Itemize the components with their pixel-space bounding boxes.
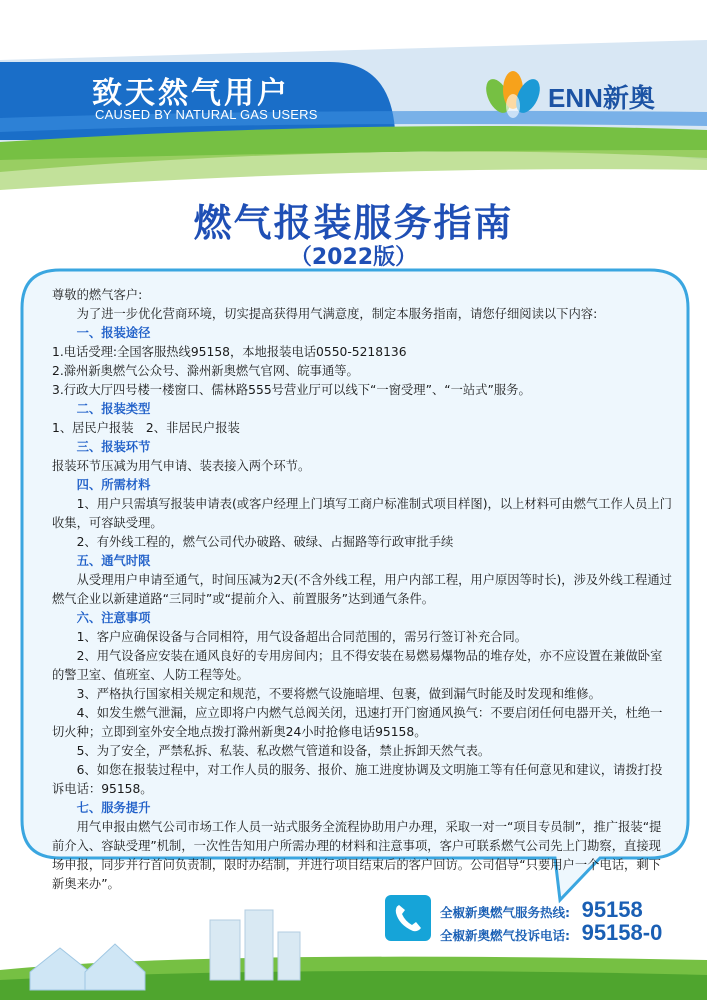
complaint-label: 全椒新奥燃气投诉电话:: [440, 928, 570, 943]
section-line: 1、居民户报装 2、非居民户报装: [52, 421, 240, 435]
header-title: 致天然气用户: [92, 76, 290, 111]
section-line: 2、用气设备应安装在通风良好的专用房间内；且不得安装在易燃易爆物品的堆存处，亦不应设置在兼做卧室的警卫室、值班室、人防工程等处。: [52, 649, 663, 682]
intro-paragraph: 为了进一步优化营商环境，切实提高获得用气满意度，制定本服务指南，请您仔细阅读以下内容:: [76, 307, 598, 321]
complaint-number: 95158-0: [581, 920, 663, 945]
header-subtitle: CAUSED BY NATURAL GAS USERS: [95, 107, 318, 122]
section-line: 从受理用户申请至通气，时间压减为2天(不含外线工程，用户内部工程，用户原因等时长)，涉及外线工程通过燃气企业以新建道路“三同时”或“提前介入、前置服务”达到通气条件。: [52, 573, 672, 606]
section-line: 1、用户只需填写报装申请表(或客户经理上门填写工商户标准制式项目样图)，以上材料可由燃气工作人员上门收集，可容缺受理。: [52, 497, 672, 530]
section-line: 用气申报由燃气公司市场工作人员一站式服务全流程协助用户办理，采取一对一“项目专员制”，推广报装“提前介入、容缺受理”机制，一次性告知用户所需办理的材料和注意事项，客户可联系燃气公司先上门勘察，直接现场申报，同步并行首问负责制，限时办结制，并进行项目结束后的客户回访。公司倡导“只要用户一个电话，剩下新奥来办”。: [52, 820, 662, 891]
brand-name: ENN新奥: [548, 83, 655, 113]
hotline-label: 全椒新奥燃气服务热线:: [440, 905, 570, 920]
section-line: 3.行政大厅四号楼一楼窗口、儒林路555号营业厅可以线下“一窗受理”、“一站式”服务。: [52, 383, 531, 397]
section-line: 1.电话受理:全国客服热线95158，本地报装电话0550-5218136: [52, 345, 407, 359]
section-heading: 四、所需材料: [76, 478, 151, 492]
section-heading: 一、报装途径: [76, 326, 151, 340]
building-icon: [210, 910, 300, 980]
document-title: 燃气报装服务指南: [193, 201, 514, 245]
section-heading: 五、通气时限: [76, 554, 151, 568]
section-line: 报装环节压减为用气申请、装表接入两个环节。: [52, 459, 311, 473]
section-heading: 六、注意事项: [76, 611, 151, 625]
section-line: 3、严格执行国家相关规定和规范，不要将燃气设施暗埋、包裹，做到漏气时能及时发现和维修。: [76, 687, 601, 701]
section-line: 6、如您在报装过程中，对工作人员的服务、报价、施工进度协调及文明施工等有任何意见和建议，请拨打投诉电话：95158。: [52, 763, 663, 796]
section-line: 2、有外线工程的，燃气公司代办破路、破绿、占掘路等行政审批手续: [76, 535, 454, 549]
section-heading: 二、报装类型: [76, 402, 151, 416]
section-heading: 七、服务提升: [76, 801, 151, 815]
section-line: 5、为了安全，严禁私拆、私装、私改燃气管道和设备，禁止拆卸天然气表。: [76, 744, 491, 758]
section-line: 1、客户应确保设备与合同相符，用气设备超出合同范围的，需另行签订补充合同。: [76, 630, 528, 644]
hotline-number: 95158: [581, 897, 643, 922]
section-line: 2.滁州新奥燃气公众号、滁州新奥燃气官网、皖事通等。: [52, 364, 359, 378]
section-line: 4、如发生燃气泄漏，应立即将户内燃气总阀关闭，迅速打开门窗通风换气：不要启闭任何电器开关，杜绝一切火种；立即到室外安全地点拨打滁州新奥24小时抢修电话95158。: [52, 706, 663, 739]
complaint-hotline: [440, 920, 662, 946]
phone-icon: [385, 895, 431, 941]
greeting: 尊敬的燃气客户:: [52, 288, 143, 302]
guide-content: [52, 286, 672, 894]
document-edition: （2022版）: [289, 245, 418, 270]
section-heading: 三、报装环节: [76, 440, 151, 454]
enn-logo-icon: [480, 66, 546, 120]
